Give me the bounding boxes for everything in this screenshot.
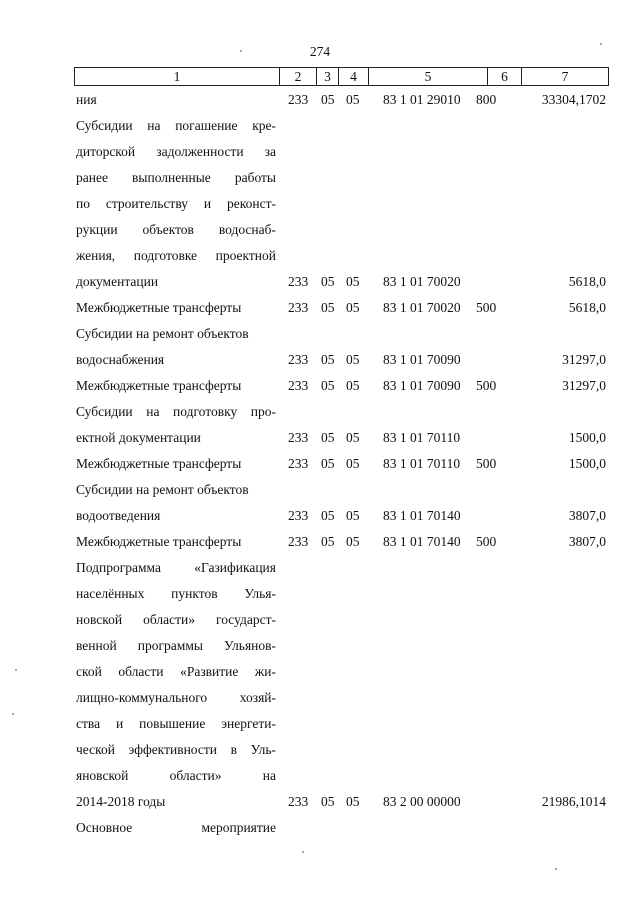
- cell-c3: 05: [321, 92, 335, 107]
- table-row: [0, 90, 640, 116]
- cell-c7: 3807,0: [568, 534, 606, 549]
- cell-c1: ектной документации: [76, 430, 201, 445]
- table-row: [0, 168, 640, 194]
- cell-c7: 1500,0: [568, 430, 606, 445]
- table-row: [0, 532, 640, 558]
- table-row: [0, 818, 640, 844]
- cell-c6: 800: [476, 92, 497, 107]
- column-header: 4: [339, 68, 369, 86]
- cell-c1: ской области «Развитие жи-: [76, 664, 276, 679]
- table-row: [0, 324, 640, 350]
- table-row: [0, 636, 640, 662]
- page-number: 274: [309, 44, 331, 59]
- cell-c2: 233: [288, 534, 309, 549]
- cell-c1: рукции объектов водоснаб-: [76, 222, 276, 237]
- table-row: [0, 376, 640, 402]
- cell-c1: документации: [76, 274, 159, 289]
- cell-c3: 05: [321, 274, 335, 289]
- cell-c1: лищно-коммунального хозяй-: [76, 690, 276, 705]
- cell-c2: 233: [288, 378, 309, 393]
- cell-c4: 05: [346, 456, 360, 471]
- table-row: [0, 662, 640, 688]
- cell-c1: ства и повышение энергети-: [76, 716, 276, 731]
- cell-c3: 05: [321, 378, 335, 393]
- cell-c1: Межбюджетные трансферты: [76, 300, 242, 315]
- cell-c4: 05: [346, 300, 360, 315]
- cell-c1: яновской области» на: [76, 768, 276, 783]
- cell-c4: 05: [346, 92, 360, 107]
- cell-c7: 3807,0: [568, 508, 606, 523]
- table-row: [0, 116, 640, 142]
- column-header: 5: [369, 68, 488, 86]
- cell-c1: Основное мероприятие: [76, 820, 276, 835]
- cell-c2: 233: [288, 794, 309, 809]
- column-header: 1: [75, 68, 280, 86]
- table-row: [0, 740, 640, 766]
- cell-c4: 05: [346, 352, 360, 367]
- cell-c1: водоотведения: [76, 508, 161, 523]
- cell-c3: 05: [321, 534, 335, 549]
- cell-c7: 21986,1014: [541, 794, 606, 809]
- scan-speck: [240, 50, 242, 52]
- cell-c3: 05: [321, 794, 335, 809]
- cell-c2: 233: [288, 430, 309, 445]
- cell-c1: Подпрограмма «Газификация: [76, 560, 276, 575]
- cell-c5: 83 1 01 70110: [383, 430, 461, 445]
- cell-c1: Субсидии на погашение кре-: [76, 118, 276, 133]
- cell-c1: Межбюджетные трансферты: [76, 456, 242, 471]
- cell-c1: венной программы Ульянов-: [76, 638, 276, 653]
- cell-c1: Субсидии на подготовку про-: [76, 404, 276, 419]
- cell-c5: 83 1 01 70140: [383, 508, 461, 523]
- table-row: [0, 792, 640, 818]
- table-row: [0, 220, 640, 246]
- table-row: [0, 298, 640, 324]
- table-row: [0, 194, 640, 220]
- cell-c3: 05: [321, 508, 335, 523]
- cell-c7: 31297,0: [562, 378, 606, 393]
- table-row: [0, 454, 640, 480]
- cell-c3: 05: [321, 456, 335, 471]
- cell-c3: 05: [321, 300, 335, 315]
- cell-c1: населённых пунктов Улья-: [76, 586, 276, 601]
- cell-c6: 500: [476, 534, 497, 549]
- cell-c1: 2014-2018 годы: [76, 794, 166, 809]
- cell-c4: 05: [346, 430, 360, 445]
- cell-c5: 83 1 01 70020: [383, 274, 461, 289]
- table-row: [0, 272, 640, 298]
- table-row: [0, 350, 640, 376]
- table-row: [0, 558, 640, 584]
- table-row: [0, 142, 640, 168]
- table-row: [0, 610, 640, 636]
- cell-c5: 83 1 01 70140: [383, 534, 461, 549]
- cell-c1: жения, подготовке проектной: [76, 248, 276, 263]
- table-body: [0, 90, 640, 844]
- cell-c1: Межбюджетные трансферты: [76, 534, 242, 549]
- column-header: 6: [488, 68, 522, 86]
- table-row: [0, 480, 640, 506]
- cell-c7: 5618,0: [568, 274, 606, 289]
- cell-c2: 233: [288, 92, 309, 107]
- cell-c2: 233: [288, 300, 309, 315]
- cell-c7: 1500,0: [568, 456, 606, 471]
- cell-c5: 83 1 01 70020: [383, 300, 461, 315]
- table-row: [0, 688, 640, 714]
- cell-c6: 500: [476, 300, 497, 315]
- cell-c1: Субсидии на ремонт объектов: [76, 326, 249, 341]
- column-header: 3: [317, 68, 339, 86]
- cell-c7: 31297,0: [562, 352, 606, 367]
- cell-c7: 5618,0: [568, 300, 606, 315]
- cell-c5: 83 1 01 29010: [383, 92, 461, 107]
- cell-c1: ния: [76, 92, 97, 107]
- cell-c3: 05: [321, 352, 335, 367]
- cell-c4: 05: [346, 274, 360, 289]
- cell-c4: 05: [346, 378, 360, 393]
- cell-c1: Субсидии на ремонт объектов: [76, 482, 249, 497]
- cell-c4: 05: [346, 534, 360, 549]
- scan-speck: [12, 713, 14, 715]
- cell-c1: Межбюджетные трансферты: [76, 378, 242, 393]
- cell-c5: 83 1 01 70110: [383, 456, 461, 471]
- cell-c1: водоснабжения: [76, 352, 165, 367]
- cell-c2: 233: [288, 456, 309, 471]
- table-row: [0, 714, 640, 740]
- cell-c4: 05: [346, 794, 360, 809]
- column-header-row: [75, 68, 609, 86]
- cell-c5: 83 1 01 70090: [383, 378, 461, 393]
- cell-c2: 233: [288, 508, 309, 523]
- column-header: 2: [280, 68, 317, 86]
- table-row: [0, 506, 640, 532]
- cell-c4: 05: [346, 508, 360, 523]
- cell-c3: 05: [321, 430, 335, 445]
- cell-c2: 233: [288, 352, 309, 367]
- scan-speck: [15, 669, 17, 671]
- table-row: [0, 428, 640, 454]
- cell-c1: новской области» государст-: [76, 612, 276, 627]
- cell-c5: 83 2 00 00000: [383, 794, 461, 809]
- table-row: [0, 246, 640, 272]
- cell-c1: диторской задолженности за: [76, 144, 276, 159]
- table-row: [0, 584, 640, 610]
- cell-c5: 83 1 01 70090: [383, 352, 461, 367]
- scan-speck: [555, 868, 557, 870]
- cell-c1: по строительству и реконст-: [76, 196, 276, 211]
- cell-c6: 500: [476, 378, 497, 393]
- table-row: [0, 402, 640, 428]
- scan-speck: [302, 851, 304, 853]
- cell-c7: 33304,1702: [541, 92, 606, 107]
- cell-c1: ческой эффективности в Уль-: [76, 742, 276, 757]
- cell-c2: 233: [288, 274, 309, 289]
- column-header-table: [74, 67, 609, 86]
- scan-speck: [600, 43, 602, 45]
- cell-c1: ранее выполненные работы: [76, 170, 276, 185]
- table-row: [0, 766, 640, 792]
- cell-c6: 500: [476, 456, 497, 471]
- column-header: 7: [522, 68, 609, 86]
